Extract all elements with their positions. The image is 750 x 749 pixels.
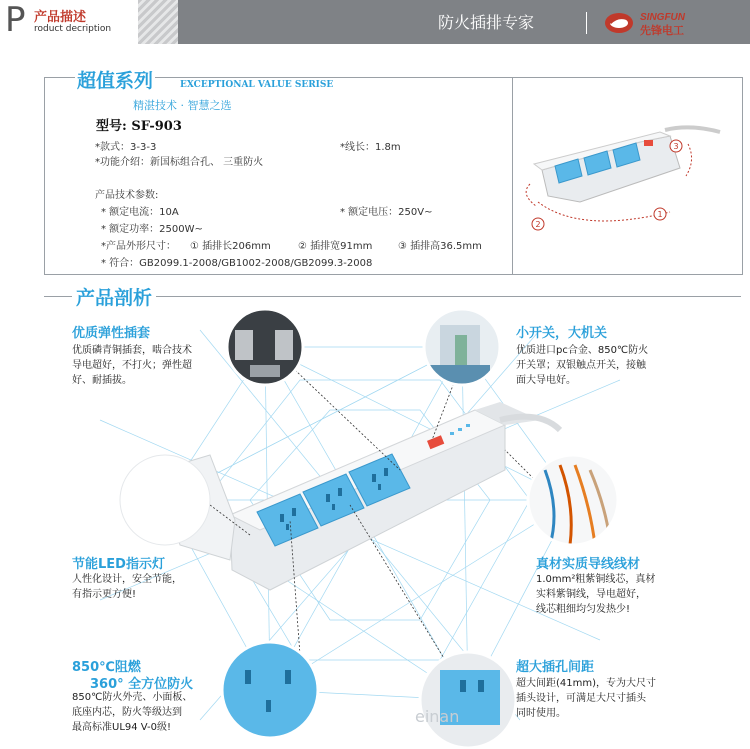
feature-desc-switch: 优质进口pc合金、850℃防火 开关罩；双银触点开关，接触 面大导电好。 [516, 345, 649, 386]
detail-spacing [420, 652, 516, 748]
detail-led [120, 455, 210, 545]
series-title: 超值系列 [75, 66, 155, 93]
feature-title-led: 节能LED指示灯 [72, 557, 165, 572]
spec-voltage: * 额定电压：250V~ [340, 207, 433, 218]
dim-marker-1: 1 [657, 210, 663, 219]
category-title: 产品描述 [34, 10, 87, 25]
spec-dim-length: ① 插排长206mm [190, 241, 271, 252]
series-slogan: 精湛技术 · 智慧之选 [133, 99, 232, 112]
spec-function: *功能介绍：新国标组合孔、 三重防火 [95, 157, 264, 168]
slogan: 防火插排专家 [438, 13, 535, 32]
feature-desc-sleeve: 优质磷青铜插套，啮合技术 导电超好，不打火；弹性超 好、耐插拔。 [72, 345, 192, 386]
dim-marker-3: 3 [673, 142, 679, 151]
spec-cable: *线长：1.8m [340, 142, 401, 153]
spec-style: *款式：3-3-3 [95, 142, 157, 153]
header-stripe [138, 0, 178, 44]
brand-name-en: SINGFUN [640, 12, 685, 23]
detail-fireproof [222, 642, 318, 738]
analysis-title: 产品剖析 [72, 283, 156, 310]
spec-divider [512, 77, 513, 275]
power-strip-dimension-image [520, 84, 740, 268]
feature-title-sleeve: 优质弹性插套 [72, 326, 151, 341]
feature-title-spacing: 超大插孔间距 [516, 660, 595, 675]
power-strip-main [160, 402, 560, 590]
brand-name-cn: 先锋电工 [640, 24, 684, 37]
spec-standard: * 符合：GB2099.1-2008/GB1002-2008/GB2099.3-2008 [101, 258, 373, 269]
header-separator [586, 12, 587, 34]
brand-logo [604, 8, 744, 38]
spec-params-title: 产品技术参数: [95, 190, 159, 201]
header-letter: P [5, 0, 26, 40]
spec-dim-height: ③ 插排高36.5mm [398, 241, 482, 252]
feature-desc-fireproof: 850℃防火外壳、小面板、 底座内芯，防火等级达到 最高标准UL94 V-0级! [72, 692, 193, 733]
detail-switch [424, 309, 500, 385]
feature-title-fireproof-2: 360° 全方位防火 [90, 677, 194, 692]
model-number: 型号: SF-903 [96, 119, 182, 134]
watermark: einan [415, 707, 460, 726]
series-title-en: EXCEPTIONAL VALUE SERISE [180, 80, 334, 90]
detail-wire [528, 455, 618, 545]
feature-desc-spacing: 超大间距(41mm)，专为大尺寸 插头设计，可满足大尺寸插头 同时使用。 [516, 678, 657, 719]
spec-current: * 额定电流：10A [101, 207, 179, 218]
category-subtitle: roduct decription [34, 24, 112, 34]
feature-title-wire: 真材实质导线线材 [536, 557, 641, 572]
feature-desc-led: 人性化设计，安全节能， 有指示更方便! [72, 574, 182, 600]
feature-title-switch: 小开关，大机关 [516, 326, 608, 341]
spec-power: * 额定功率：2500W~ [101, 224, 203, 235]
dim-marker-2: 2 [535, 220, 541, 229]
feature-desc-wire: 1.0mm²粗紫铜线芯，真材 实料紫铜线，导电超好， 线芯粗细均匀发热少! [536, 574, 656, 615]
spec-dim-width: ② 插排宽91mm [298, 241, 373, 252]
spec-dims-label: *产品外形尺寸： [101, 241, 176, 252]
detail-socket-sleeve [227, 309, 303, 385]
feature-title-fireproof: 850℃阻燃 [72, 660, 141, 675]
